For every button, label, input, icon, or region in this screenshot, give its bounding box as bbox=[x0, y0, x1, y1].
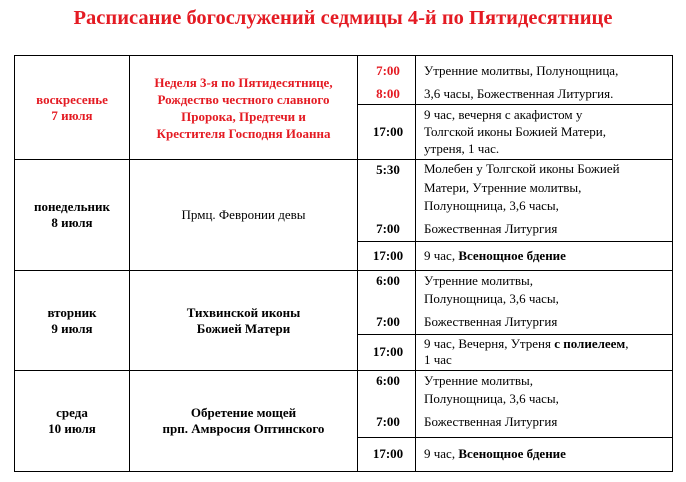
service-text: 9 час, bbox=[424, 248, 459, 263]
service-time: 7:00 bbox=[376, 314, 400, 329]
feast-line: Крестителя Господня Иоанна bbox=[156, 125, 331, 141]
service-line: 1 час bbox=[424, 352, 452, 367]
day-weekday: вторник bbox=[47, 304, 97, 320]
feast-cell bbox=[130, 371, 357, 471]
service-time: 7:00 bbox=[376, 63, 400, 78]
feast-line: Прмц. Февронии девы bbox=[181, 207, 306, 222]
service-line bbox=[424, 336, 679, 352]
day-cell bbox=[15, 56, 129, 159]
service-line: 9 час, вечерня с акафистом у bbox=[424, 107, 583, 122]
service-text-bold: Всенощное бдение bbox=[458, 446, 566, 461]
day-weekday: воскресенье bbox=[36, 91, 108, 107]
service-line: Божественная Литургия bbox=[424, 314, 558, 329]
feast-line: Тихвинской иконы bbox=[186, 304, 301, 320]
service-text: 9 час, bbox=[424, 446, 459, 461]
service-line: Молебен у Толгской иконы Божией bbox=[424, 161, 620, 176]
subrow-divider bbox=[357, 241, 673, 242]
service-line bbox=[424, 248, 679, 264]
service-line: 3,6 часы, Божественная Литургия. bbox=[424, 86, 614, 101]
page-title: Расписание богослужений седмицы 4-й по Пятидесятнице bbox=[73, 7, 613, 29]
day-weekday: понедельник bbox=[33, 199, 111, 214]
service-line: Полунощница, 3,6 часы, bbox=[424, 198, 559, 213]
service-text: 9 час, Вечерня, Утреня bbox=[424, 336, 555, 351]
subrow-divider bbox=[357, 334, 673, 335]
subrow-divider bbox=[357, 437, 673, 438]
service-line: Божественная Литургия bbox=[424, 221, 558, 236]
service-time: 17:00 bbox=[372, 248, 404, 263]
service-line: Толгской иконы Божией Матери, bbox=[424, 124, 607, 139]
feast-line: Божией Матери bbox=[196, 320, 291, 336]
table-border-bottom bbox=[14, 471, 673, 472]
service-time: 17:00 bbox=[372, 344, 404, 359]
service-line: утреня, 1 час. bbox=[424, 141, 500, 156]
day-date: 9 июля bbox=[51, 320, 93, 336]
feast-cell bbox=[130, 271, 357, 370]
service-time: 6:00 bbox=[376, 373, 400, 388]
feast-cell bbox=[130, 160, 357, 270]
service-line: Утренние молитвы, bbox=[424, 373, 534, 388]
service-line: Полунощница, 3,6 часы, bbox=[424, 291, 559, 306]
feast-line: Неделя 3-я по Пятидесятнице, bbox=[154, 74, 333, 90]
service-line: Божественная Литургия bbox=[424, 414, 558, 429]
service-line: Матери, Утренние молитвы, bbox=[424, 180, 582, 195]
day-cell bbox=[15, 160, 129, 270]
service-time: 7:00 bbox=[376, 414, 400, 429]
feast-line: Обретение мощей bbox=[190, 405, 297, 420]
service-time: 17:00 bbox=[372, 446, 404, 461]
service-line: Полунощница, 3,6 часы, bbox=[424, 391, 559, 406]
service-line: Утренние молитвы, Полунощница, bbox=[424, 63, 619, 78]
feast-line: прп. Амвросия Оптинского bbox=[162, 421, 325, 436]
service-text: , bbox=[625, 336, 629, 351]
day-cell bbox=[15, 271, 129, 370]
day-cell bbox=[15, 371, 129, 471]
day-weekday: среда bbox=[56, 405, 88, 420]
service-text-bold: Всенощное бдение bbox=[458, 248, 566, 263]
service-text-bold: с полиелеем bbox=[554, 336, 626, 351]
day-date: 7 июля bbox=[51, 107, 93, 123]
day-date: 10 июля bbox=[48, 421, 96, 436]
service-time: 5:30 bbox=[376, 162, 400, 177]
service-time: 17:00 bbox=[372, 124, 404, 139]
service-line bbox=[424, 446, 679, 462]
service-line: Утренние молитвы, bbox=[424, 273, 534, 288]
service-time: 7:00 bbox=[376, 221, 400, 236]
feast-line: Пророка, Предтечи и bbox=[181, 108, 306, 124]
feast-cell bbox=[130, 56, 357, 159]
day-date: 8 июля bbox=[51, 215, 93, 230]
service-time: 8:00 bbox=[376, 86, 400, 101]
service-time: 6:00 bbox=[376, 273, 400, 288]
subrow-divider bbox=[357, 104, 673, 105]
feast-line: Рождество честного славного bbox=[157, 91, 330, 107]
